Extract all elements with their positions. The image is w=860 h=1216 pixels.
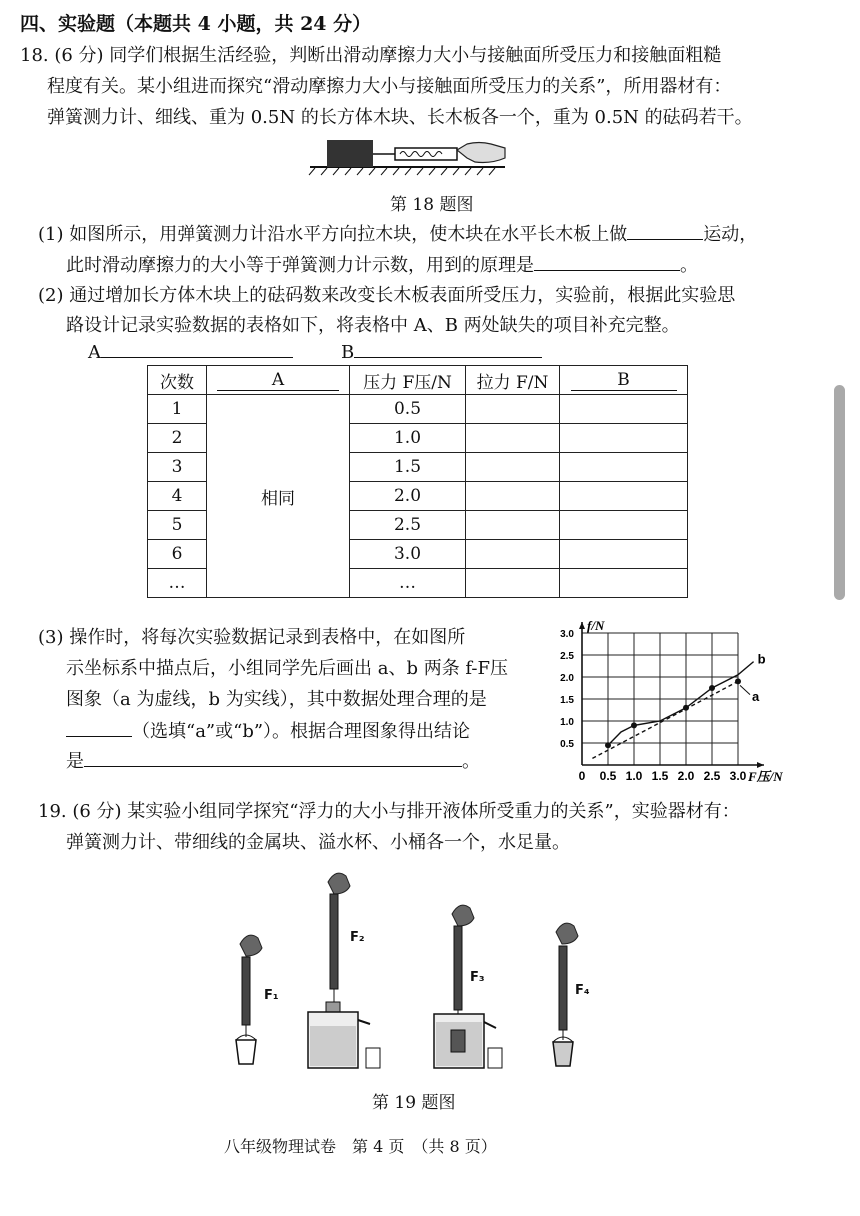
- cell-empty: [560, 540, 688, 569]
- cell-empty: [560, 511, 688, 540]
- blank-b-row: B: [341, 339, 542, 365]
- series-label-a: a: [752, 688, 760, 704]
- x-tick-label: 1.0: [625, 769, 643, 782]
- x-tick-label: 0: [578, 769, 586, 782]
- answer-blank-a: [101, 339, 293, 358]
- cell-pressure: 2.5: [350, 511, 466, 540]
- experiment-table: [147, 365, 688, 598]
- x-tick-label: 1.5: [651, 769, 669, 782]
- header-pressure: 压力 F压/N: [350, 366, 466, 395]
- cell-same: 相同: [207, 395, 350, 598]
- setup-2: [308, 873, 380, 1068]
- spring-scale: [242, 957, 250, 1025]
- cell-empty: [466, 569, 560, 598]
- table-row: [148, 395, 688, 424]
- y-tick-label: 2.0: [560, 673, 574, 684]
- cell-empty: [466, 482, 560, 511]
- cell-count: 5: [148, 511, 207, 540]
- section-title: 四、实验题（本题共 4 小题，共 24 分）: [20, 13, 372, 35]
- x-axis-label: F压/N: [748, 769, 783, 782]
- q18-part3-line3: 图象（a 为虚线，b 为实线），其中数据处理合理的是: [66, 689, 487, 710]
- answer-blank-principle: [534, 252, 680, 271]
- q18-part2-line1: (2) 通过增加长方体木块上的砝码数来改变长木板表面所受压力，实验前，根据此实验思: [38, 285, 736, 306]
- cell-count: 2: [148, 424, 207, 453]
- spout: [484, 1022, 496, 1028]
- cell-empty: [560, 453, 688, 482]
- label-f2: F₂: [350, 930, 365, 945]
- f-F-graph: [540, 610, 800, 782]
- data-point: [631, 722, 637, 728]
- spring-scale: [395, 148, 457, 160]
- q18-part1-line1: (1) 如图所示，用弹簧测力计沿水平方向拉木块，使木块在水平长木板上做 运动，: [38, 221, 757, 247]
- hand-icon: [328, 873, 350, 894]
- y-tick-label: 3.0: [560, 629, 574, 640]
- y-tick-label: 1.5: [560, 695, 574, 706]
- header-count: 次数: [148, 366, 207, 395]
- cell-empty: [560, 395, 688, 424]
- q18-figure-caption: 第 18 题图: [390, 195, 474, 215]
- cell-count: …: [148, 569, 207, 598]
- x-tick-label: 3.0: [729, 769, 747, 782]
- label-f1: F₁: [264, 988, 279, 1003]
- cell-empty: [560, 424, 688, 453]
- cell-pressure: 2.0: [350, 482, 466, 511]
- q18-part3-line2: 示坐标系中描点后，小组同学先后画出 a、b 两条 f-F压: [66, 658, 509, 679]
- y-axis-arrow: [579, 622, 585, 629]
- data-point: [735, 678, 741, 684]
- cell-empty: [560, 482, 688, 511]
- small-bucket: [236, 1040, 256, 1064]
- q18-part1-line2: 此时滑动摩擦力的大小等于弹簧测力计示数，用到的原理是 。: [66, 252, 698, 278]
- x-tick-label: 2.0: [677, 769, 695, 782]
- y-tick-label: 2.5: [560, 651, 574, 662]
- cell-count: 4: [148, 482, 207, 511]
- cell-pressure: 0.5: [350, 395, 466, 424]
- cell-empty: [466, 453, 560, 482]
- metal-block: [451, 1030, 465, 1052]
- answer-blank-conclusion: [84, 748, 462, 767]
- cell-pressure: …: [350, 569, 466, 598]
- spring-scale: [330, 894, 338, 989]
- q18-part3-line1: (3) 操作时，将每次实验数据记录到表格中，在如图所: [38, 627, 466, 648]
- buoyancy-setup-figure: [222, 862, 622, 1077]
- water: [310, 1026, 356, 1066]
- table-header-row: [148, 366, 688, 395]
- cell-empty: [466, 511, 560, 540]
- header-b: B: [560, 366, 688, 395]
- cell-count: 3: [148, 453, 207, 482]
- small-bucket: [553, 1042, 573, 1066]
- data-point: [683, 705, 689, 711]
- y-tick-label: 0.5: [560, 739, 574, 750]
- q19-intro-line2: 弹簧测力计、带细线的金属块、溢水杯、小桶各一个，水足量。: [66, 832, 570, 853]
- cell-empty: [466, 424, 560, 453]
- x-tick-label: 0.5: [599, 769, 617, 782]
- wood-block: [327, 140, 373, 167]
- hand: [457, 143, 505, 163]
- cell-empty: [560, 569, 688, 598]
- x-axis-arrow: [757, 762, 764, 768]
- q18-intro-line3: 弹簧测力计、细线、重为 0.5N 的长方体木块、长木板各一个，重为 0.5N 的砝码若干。: [47, 107, 753, 128]
- spring-scale: [559, 946, 567, 1030]
- data-point: [605, 742, 611, 748]
- blank-a-row: A: [88, 339, 293, 365]
- ground-hatching: [309, 168, 495, 175]
- hand-icon: [452, 905, 474, 926]
- page-footer: 八年级物理试卷 第 4 页 （共 8 页）: [224, 1137, 497, 1156]
- spring-scale: [454, 926, 462, 1010]
- header-pull: 拉力 F/N: [466, 366, 560, 395]
- small-bucket: [366, 1048, 380, 1068]
- cell-empty: [466, 395, 560, 424]
- q18-part2-line2: 路设计记录实验数据的表格如下，将表格中 A、B 两处缺失的项目补充完整。: [66, 315, 680, 336]
- setup-1: [236, 935, 262, 1064]
- q18-intro-line1: 18. (6 分) 同学们根据生活经验，判断出滑动摩擦力大小与接触面所受压力和接触面粗糙: [20, 45, 722, 66]
- small-bucket: [488, 1048, 502, 1068]
- y-axis-label: f/N: [587, 618, 605, 633]
- y-tick-label: 1.0: [560, 717, 574, 728]
- answer-blank-choice: [66, 718, 132, 737]
- friction-setup-figure: [305, 135, 515, 177]
- series-label-b: b: [757, 651, 766, 667]
- cell-count: 6: [148, 540, 207, 569]
- q19-figure-caption: 第 19 题图: [372, 1093, 456, 1113]
- cell-pressure: 1.0: [350, 424, 466, 453]
- q18-part3-line4: （选填“a”或“b”）。根据合理图象得出结论: [66, 718, 470, 744]
- series-line-b: [608, 662, 754, 746]
- hand-icon: [556, 923, 578, 944]
- cell-pressure: 1.5: [350, 453, 466, 482]
- header-a: A: [207, 366, 350, 395]
- cell-empty: [466, 540, 560, 569]
- spout: [358, 1020, 370, 1024]
- data-point: [709, 685, 715, 691]
- scrollbar-thumb[interactable]: [834, 385, 845, 600]
- series-line-a: [592, 681, 738, 758]
- cell-pressure: 3.0: [350, 540, 466, 569]
- setup-3: [434, 905, 502, 1068]
- label-f4: F₄: [575, 983, 590, 998]
- label-f3: F₃: [470, 970, 485, 985]
- q19-intro-line1: 19. (6 分) 某实验小组同学探究“浮力的大小与排开液体所受重力的关系”，实验器材有：: [38, 801, 740, 822]
- answer-blank-b: [354, 339, 542, 358]
- q18-intro-line2: 程度有关。某小组进而探究“滑动摩擦力大小与接触面所受压力的关系”，所用器材有：: [47, 76, 732, 97]
- q18-part3-line5: 是 。: [66, 748, 480, 774]
- x-tick-label: 2.5: [703, 769, 721, 782]
- cell-count: 1: [148, 395, 207, 424]
- series-a-leader: [740, 685, 750, 694]
- answer-blank-motion: [627, 221, 703, 240]
- hand-icon: [240, 935, 262, 956]
